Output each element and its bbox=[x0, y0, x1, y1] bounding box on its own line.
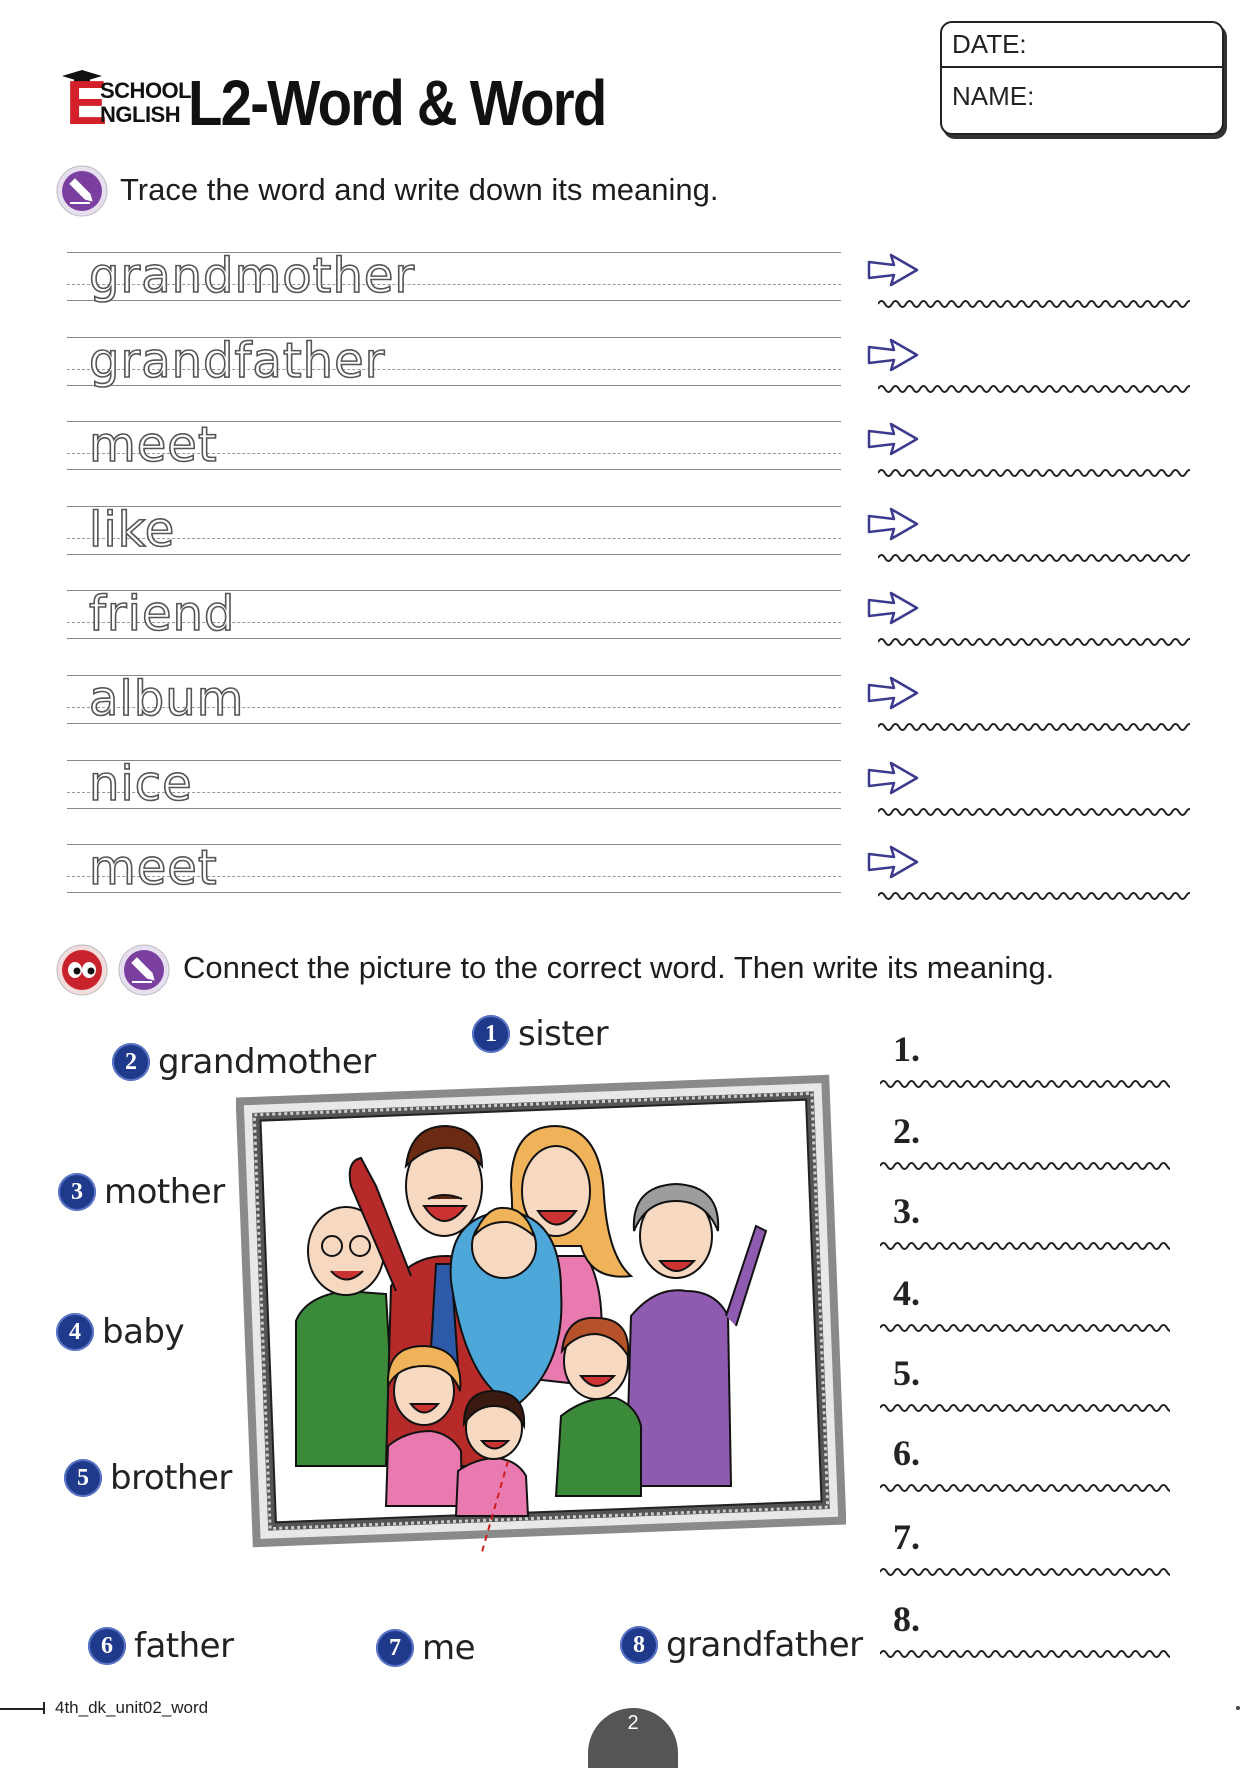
answer-write-line[interactable] bbox=[880, 1400, 1170, 1414]
trace-word: meet bbox=[89, 417, 218, 473]
arrow-icon bbox=[866, 844, 920, 880]
meaning-write-line[interactable] bbox=[878, 634, 1198, 648]
trace-row bbox=[67, 840, 841, 908]
section1-instruction: Trace the word and write down its meaning. bbox=[120, 172, 719, 207]
answer-number: 1. bbox=[893, 1029, 920, 1069]
trace-row bbox=[67, 671, 841, 739]
number-badge: 3 bbox=[58, 1173, 96, 1211]
meaning-write-line[interactable] bbox=[878, 296, 1198, 310]
name-label: NAME: bbox=[952, 81, 1035, 111]
arrow-icon bbox=[866, 506, 920, 542]
footer-rule bbox=[0, 1708, 44, 1710]
footer-tick bbox=[43, 1702, 45, 1714]
answer-write-line[interactable] bbox=[880, 1480, 1170, 1494]
meaning-write-line[interactable] bbox=[878, 381, 1198, 395]
trace-row bbox=[67, 333, 841, 401]
answer-number: 7. bbox=[893, 1517, 920, 1557]
edge-mark bbox=[1236, 1706, 1240, 1710]
pencil-icon bbox=[56, 165, 108, 217]
logo-text-line2: NGLISH bbox=[100, 102, 181, 127]
meaning-write-line[interactable] bbox=[878, 804, 1198, 818]
logo-text-line1: SCHOOL bbox=[100, 78, 192, 103]
word-text: sister bbox=[518, 1014, 609, 1054]
answer-number: 3. bbox=[893, 1191, 920, 1231]
word-label[interactable] bbox=[620, 1625, 863, 1665]
trace-row bbox=[67, 417, 841, 485]
word-text: mother bbox=[104, 1172, 225, 1212]
answer-write-line[interactable] bbox=[880, 1646, 1170, 1660]
word-text: father bbox=[134, 1626, 234, 1666]
word-label[interactable] bbox=[88, 1626, 234, 1666]
answer-write-line[interactable] bbox=[880, 1076, 1170, 1090]
trace-row bbox=[67, 248, 841, 316]
answer-number: 5. bbox=[893, 1353, 920, 1393]
trace-word: grandfather bbox=[89, 333, 386, 389]
school-english-logo bbox=[58, 69, 192, 138]
answer-number: 4. bbox=[893, 1273, 920, 1313]
meaning-write-line[interactable] bbox=[878, 888, 1198, 902]
trace-word: album bbox=[89, 671, 245, 727]
word-text: baby bbox=[102, 1312, 185, 1352]
answer-write-line[interactable] bbox=[880, 1158, 1170, 1172]
answer-write-line[interactable] bbox=[880, 1320, 1170, 1334]
word-label[interactable] bbox=[56, 1312, 184, 1352]
word-label[interactable] bbox=[58, 1172, 225, 1212]
arrow-icon bbox=[866, 675, 920, 711]
info-box-divider bbox=[942, 66, 1222, 68]
section2-instruction: Connect the picture to the correct word. Then write its meaning. bbox=[183, 950, 1055, 985]
word-text: brother bbox=[110, 1458, 232, 1498]
word-text: grandfather bbox=[666, 1625, 863, 1665]
number-badge: 2 bbox=[112, 1043, 150, 1081]
number-badge: 1 bbox=[472, 1015, 510, 1053]
answer-write-line[interactable] bbox=[880, 1238, 1170, 1252]
arrow-icon bbox=[866, 590, 920, 626]
number-badge: 4 bbox=[56, 1313, 94, 1351]
page-title: L2-Word & Word bbox=[188, 67, 606, 139]
trace-word: grandmother bbox=[89, 248, 416, 304]
meaning-write-line[interactable] bbox=[878, 465, 1198, 479]
trace-word: like bbox=[89, 502, 176, 558]
arrow-icon bbox=[866, 337, 920, 373]
trace-word: friend bbox=[89, 586, 236, 642]
trace-row bbox=[67, 586, 841, 654]
family-photo-illustration bbox=[236, 1066, 846, 1556]
meaning-write-line[interactable] bbox=[878, 719, 1198, 733]
answer-number: 6. bbox=[893, 1433, 920, 1473]
trace-row bbox=[67, 502, 841, 570]
word-label[interactable] bbox=[64, 1458, 232, 1498]
footer-code: 4th_dk_unit02_word bbox=[55, 1698, 209, 1717]
pencil-icon bbox=[118, 944, 170, 996]
trace-word: nice bbox=[89, 756, 193, 812]
logo-initial: E bbox=[66, 69, 108, 138]
word-text: me bbox=[422, 1628, 476, 1668]
answer-number: 8. bbox=[893, 1599, 920, 1639]
word-text: grandmother bbox=[158, 1042, 376, 1082]
arrow-icon bbox=[866, 421, 920, 457]
date-label: DATE: bbox=[952, 29, 1027, 59]
arrow-icon bbox=[866, 760, 920, 796]
number-badge: 5 bbox=[64, 1459, 102, 1497]
meaning-write-line[interactable] bbox=[878, 550, 1198, 564]
trace-row bbox=[67, 756, 841, 824]
trace-word: meet bbox=[89, 840, 218, 896]
arrow-icon bbox=[866, 252, 920, 288]
word-label[interactable] bbox=[472, 1014, 608, 1054]
page-number: 2 bbox=[627, 1712, 639, 1734]
word-label[interactable] bbox=[112, 1042, 376, 1082]
date-name-box bbox=[940, 21, 1224, 135]
word-label[interactable] bbox=[376, 1628, 475, 1668]
answer-number: 2. bbox=[893, 1111, 920, 1151]
eyes-icon bbox=[56, 944, 108, 996]
number-badge: 7 bbox=[376, 1629, 414, 1667]
number-badge: 6 bbox=[88, 1627, 126, 1665]
answer-write-line[interactable] bbox=[880, 1564, 1170, 1578]
number-badge: 8 bbox=[620, 1626, 658, 1664]
